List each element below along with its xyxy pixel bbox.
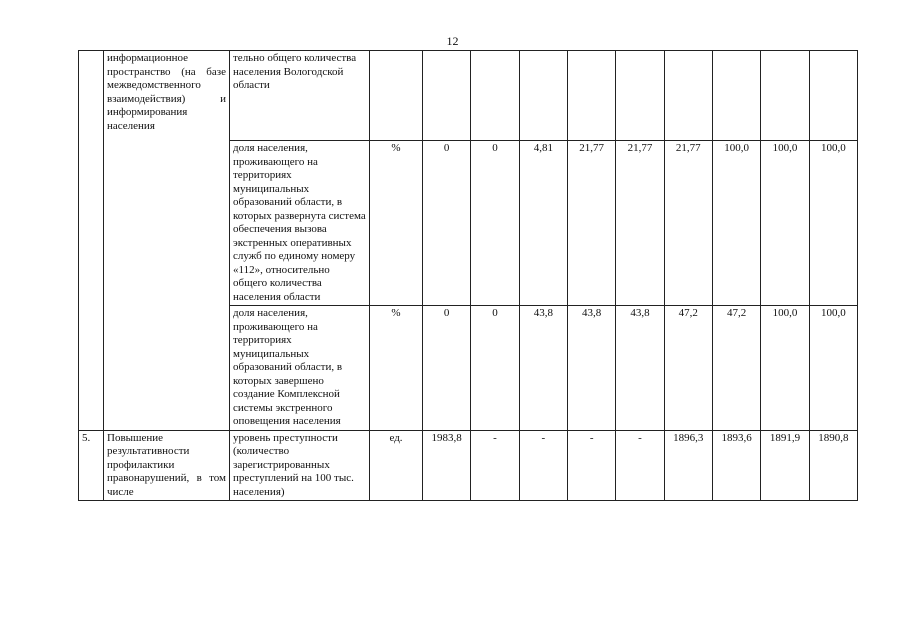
indicator-cell: доля населения, проживающего на территориях муниципальных образований области, в которых развернута система обеспечения вызова экстренных оперативных служб по единому номеру «112», относительно общего количества населения области [230,141,370,306]
indicator-cell: уровень преступности (количество зарегистрированных преступлений на 100 тыс. населения) [230,430,370,501]
value-cell [567,51,615,141]
value-cell: 43,8 [519,306,567,431]
value-cell: 43,8 [567,306,615,431]
value-cell: 4,81 [519,141,567,306]
value-cell: 1893,6 [712,430,760,501]
unit-cell [370,51,423,141]
page-number: 12 [446,34,459,48]
value-cell: 0 [471,306,519,431]
value-cell: 1896,3 [664,430,712,501]
value-cell [616,51,664,141]
row-number-cell: 5. [79,430,104,501]
value-cell [664,51,712,141]
value-cell [519,51,567,141]
value-cell [761,51,809,141]
value-cell [809,51,857,141]
value-cell [471,51,519,141]
value-cell: 1890,8 [809,430,857,501]
value-cell: 0 [423,306,471,431]
indicator-table [78,50,858,501]
value-cell: - [567,430,615,501]
value-cell: 43,8 [616,306,664,431]
task-cell: Повышение результативности профилактики правонарушений, в том числе [104,430,230,501]
value-cell [423,51,471,141]
unit-cell: ед. [370,430,423,501]
value-cell: 47,2 [712,306,760,431]
table-row [79,51,858,141]
value-cell: 21,77 [616,141,664,306]
value-cell: 100,0 [761,141,809,306]
value-cell: 1983,8 [423,430,471,501]
value-cell: 21,77 [567,141,615,306]
indicator-cell: доля населения, проживающего на территориях муниципальных образований области, в которых завершено создание Комплексной системы экстренного оповещения населения [230,306,370,431]
value-cell: - [519,430,567,501]
task-cell: информационное пространство (на базе межведомственного взаимодействия) и информирования населения [104,51,230,431]
value-cell: 100,0 [761,306,809,431]
unit-cell: % [370,306,423,431]
value-cell: 0 [423,141,471,306]
value-cell: 0 [471,141,519,306]
value-cell: 100,0 [809,141,857,306]
value-cell: 47,2 [664,306,712,431]
value-cell: 100,0 [809,306,857,431]
value-cell: 100,0 [712,141,760,306]
value-cell: - [616,430,664,501]
indicator-cell: тельно общего количества населения Вологодской области [230,51,370,141]
unit-cell: % [370,141,423,306]
value-cell: - [471,430,519,501]
value-cell: 1891,9 [761,430,809,501]
value-cell [712,51,760,141]
value-cell: 21,77 [664,141,712,306]
row-number-cell [79,51,104,431]
table-row [79,430,858,501]
